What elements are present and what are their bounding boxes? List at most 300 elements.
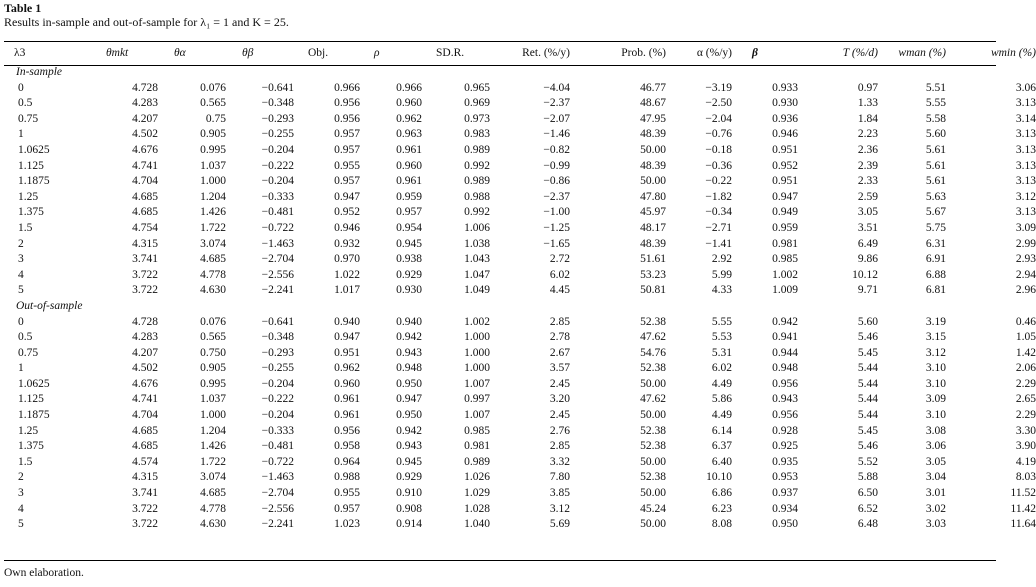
table-cell: 0.940	[396, 315, 422, 328]
table-cell: 0.962	[396, 112, 422, 125]
lambda3-cell: 0.75	[18, 346, 39, 359]
table-cell: 1.426	[200, 440, 226, 453]
table-cell: 1.002	[772, 268, 798, 281]
lambda3-cell: 0.75	[18, 112, 39, 125]
table-cell: 4.778	[200, 268, 226, 281]
table-cell: 52.38	[640, 471, 666, 484]
table-cell: −2.37	[543, 190, 570, 203]
table-cell: 52.38	[640, 440, 666, 453]
table-cell: 3.13	[1015, 175, 1036, 188]
table-cell: 6.31	[925, 237, 946, 250]
table-cell: 3.12	[549, 502, 570, 515]
table-cell: 2.78	[549, 331, 570, 344]
table-cell: 5.63	[925, 190, 946, 203]
table-cell: 5.86	[711, 393, 732, 406]
table-cell: 45.24	[640, 502, 666, 515]
table-cell: 0.950	[396, 377, 422, 390]
table-cell: 5.53	[711, 331, 732, 344]
table-cell: 3.57	[549, 362, 570, 375]
table-row	[4, 237, 1036, 253]
table-cell: −0.18	[705, 143, 732, 156]
table-cell: 1.049	[464, 284, 490, 297]
table-cell: 0.938	[396, 253, 422, 266]
table-cell: 4.502	[132, 128, 158, 141]
table-cell: 4.502	[132, 362, 158, 375]
table-cell: 5.88	[857, 471, 878, 484]
table-cell: 3.741	[132, 253, 158, 266]
table-cell: 51.61	[640, 253, 666, 266]
table-cell: 0.988	[334, 471, 360, 484]
table-cell: 50.00	[640, 175, 666, 188]
table-row	[4, 315, 1036, 331]
table-cell: 1.023	[334, 518, 360, 531]
table-row	[4, 143, 1036, 159]
table-cell: −0.255	[261, 128, 294, 141]
table-cell: 3.13	[1015, 97, 1036, 110]
table-cell: −0.333	[261, 424, 294, 437]
table-cell: 5.46	[857, 331, 878, 344]
table-cell: 0.989	[464, 455, 490, 468]
table-cell: 0.908	[396, 502, 422, 515]
table-cell: −0.34	[705, 206, 732, 219]
table-cell: 0.960	[396, 159, 422, 172]
table-cell: 0.966	[334, 81, 360, 94]
table-cell: 2.36	[857, 143, 878, 156]
table-cell: 0.750	[200, 346, 226, 359]
table-cell: 4.728	[132, 81, 158, 94]
table-row	[4, 330, 1036, 346]
table-cell: 3.90	[1015, 440, 1036, 453]
table-cell: 4.685	[132, 206, 158, 219]
lambda3-cell: 4	[18, 268, 24, 281]
table-cell: 46.77	[640, 81, 666, 94]
table-cell: 6.50	[857, 487, 878, 500]
col-header: Ret. (%/y)	[522, 47, 570, 59]
table-cell: 6.37	[711, 440, 732, 453]
table-cell: 47.80	[640, 190, 666, 203]
table-cell: 0.997	[464, 393, 490, 406]
table-cell: 1.006	[464, 221, 490, 234]
table-cell: 4.630	[200, 518, 226, 531]
table-cell: 6.23	[711, 502, 732, 515]
table-cell: 1.028	[464, 502, 490, 515]
table-cell: 48.17	[640, 221, 666, 234]
table-cell: 48.67	[640, 97, 666, 110]
table-row	[4, 486, 1036, 502]
table-cell: 2.45	[549, 409, 570, 422]
table-cell: 5.44	[857, 362, 878, 375]
table-cell: 0.930	[772, 97, 798, 110]
table-cell: 0.46	[1015, 315, 1036, 328]
table-cell: 0.960	[334, 377, 360, 390]
table-cell: 1.000	[464, 331, 490, 344]
table-cell: 1.047	[464, 268, 490, 281]
table-cell: 4.685	[200, 253, 226, 266]
table-cell: 0.936	[772, 112, 798, 125]
table-cell: −1.25	[543, 221, 570, 234]
table-cell: 0.943	[396, 346, 422, 359]
table-cell: 47.62	[640, 393, 666, 406]
table-cell: 0.962	[334, 362, 360, 375]
lambda3-cell: 1.5	[18, 455, 33, 468]
table-row	[4, 174, 1036, 190]
table-cell: 3.13	[1015, 128, 1036, 141]
table-cell: −3.19	[705, 81, 732, 94]
table-cell: 4.741	[132, 393, 158, 406]
table-cell: 3.15	[925, 331, 946, 344]
table-cell: 0.989	[464, 143, 490, 156]
table-cell: −0.255	[261, 362, 294, 375]
lambda3-cell: 1.125	[18, 393, 44, 406]
table-cell: 5.69	[549, 518, 570, 531]
table-cell: 3.074	[200, 471, 226, 484]
table-row	[4, 159, 1036, 175]
table-cell: 5.61	[925, 175, 946, 188]
table-cell: 5.51	[925, 81, 946, 94]
table-cell: 3.03	[925, 518, 946, 531]
table-row	[4, 112, 1036, 128]
table-cell: 50.00	[640, 377, 666, 390]
table-cell: 3.06	[1015, 81, 1036, 94]
table-cell: 0.950	[396, 409, 422, 422]
table-cell: 0.947	[334, 190, 360, 203]
table-cell: 0.992	[464, 159, 490, 172]
table-cell: 10.10	[706, 471, 732, 484]
table-cell: 2.85	[549, 315, 570, 328]
table-cell: 1.017	[334, 284, 360, 297]
table-cell: 1.05	[1015, 331, 1036, 344]
table-cell: 0.943	[396, 440, 422, 453]
lambda3-cell: 1.125	[18, 159, 44, 172]
table-cell: 3.10	[925, 409, 946, 422]
table-row	[4, 190, 1036, 206]
table-cell: −2.556	[261, 502, 294, 515]
table-cell: 0.956	[334, 112, 360, 125]
table-cell: 0.964	[334, 455, 360, 468]
lambda3-cell: 0.5	[18, 97, 33, 110]
table-cell: −0.481	[261, 440, 294, 453]
table-cell: 3.02	[925, 502, 946, 515]
table-cell: 8.08	[711, 518, 732, 531]
table-cell: 2.94	[1015, 268, 1036, 281]
table-cell: 0.957	[396, 206, 422, 219]
table-cell: 0.961	[396, 175, 422, 188]
table-cell: 8.03	[1015, 471, 1036, 484]
table-cell: −1.463	[261, 471, 294, 484]
table-cell: 0.933	[772, 81, 798, 94]
table-row	[4, 361, 1036, 377]
table-cell: −0.641	[261, 81, 294, 94]
bottom-rule	[4, 560, 996, 561]
col-header: wman (%)	[898, 47, 946, 59]
table-cell: −2.241	[261, 518, 294, 531]
table-cell: 0.957	[334, 128, 360, 141]
table-cell: 1.026	[464, 471, 490, 484]
table-cell: −1.00	[543, 206, 570, 219]
table-cell: 0.956	[334, 97, 360, 110]
lambda3-cell: 0.5	[18, 331, 33, 344]
table-cell: 4.704	[132, 409, 158, 422]
table-row	[4, 268, 1036, 284]
table-cell: 2.29	[1015, 377, 1036, 390]
table-cell: 3.01	[925, 487, 946, 500]
table-row	[4, 424, 1036, 440]
table-cell: 0.953	[772, 471, 798, 484]
lambda3-cell: 1.1875	[18, 175, 50, 188]
section-out-of-sample	[4, 299, 1036, 315]
table-cell: −0.204	[261, 377, 294, 390]
table-cell: 0.956	[772, 377, 798, 390]
table-cell: 0.957	[334, 502, 360, 515]
lambda3-cell: 1.0625	[18, 143, 50, 156]
table-cell: 0.905	[200, 128, 226, 141]
section-label: In-sample	[16, 66, 62, 78]
table-cell: 0.995	[200, 143, 226, 156]
table-cell: 0.951	[772, 143, 798, 156]
table-cell: 1.040	[464, 518, 490, 531]
table-cell: 4.704	[132, 175, 158, 188]
table-cell: 6.14	[711, 424, 732, 437]
table-cell: 4.19	[1015, 455, 1036, 468]
table-cell: 0.985	[772, 253, 798, 266]
table-cell: 4.207	[132, 346, 158, 359]
table-cell: −0.36	[705, 159, 732, 172]
table-cell: 2.29	[1015, 409, 1036, 422]
table-cell: 0.961	[396, 143, 422, 156]
table-cell: 2.85	[549, 440, 570, 453]
table-cell: 2.59	[857, 190, 878, 203]
table-row	[4, 439, 1036, 455]
table-cell: 50.00	[640, 487, 666, 500]
table-cell: 5.31	[711, 346, 732, 359]
lambda3-cell: 3	[18, 253, 24, 266]
table-cell: 4.207	[132, 112, 158, 125]
table-cell: 3.05	[925, 455, 946, 468]
lambda3-cell: 1.5	[18, 221, 33, 234]
table-cell: −0.76	[705, 128, 732, 141]
table-cell: 0.965	[464, 81, 490, 94]
table-cell: 4.685	[200, 487, 226, 500]
table-cell: −4.04	[543, 81, 570, 94]
table-cell: 3.741	[132, 487, 158, 500]
table-cell: 4.685	[132, 424, 158, 437]
table-caption: Results in-sample and out-of-sample for λ₁ = 1 and K = 25.	[4, 15, 289, 29]
table-cell: 0.981	[772, 237, 798, 250]
table-cell: 3.12	[1015, 190, 1036, 203]
table-cell: −0.204	[261, 409, 294, 422]
table-cell: 0.945	[396, 455, 422, 468]
table-cell: 3.10	[925, 377, 946, 390]
table-cell: 0.988	[464, 190, 490, 203]
table-cell: 4.315	[132, 471, 158, 484]
table-cell: 0.932	[334, 237, 360, 250]
table-cell: 0.969	[464, 97, 490, 110]
table-cell: 0.954	[396, 221, 422, 234]
table-cell: 48.39	[640, 128, 666, 141]
table-cell: 0.944	[772, 346, 798, 359]
table-cell: −0.222	[261, 393, 294, 406]
table-cell: 0.929	[396, 471, 422, 484]
table-row	[4, 502, 1036, 518]
lambda3-cell: 2	[18, 237, 24, 250]
table-cell: 5.52	[857, 455, 878, 468]
table-cell: 0.970	[334, 253, 360, 266]
table-cell: 3.722	[132, 284, 158, 297]
table-cell: 50.00	[640, 409, 666, 422]
table-cell: 3.30	[1015, 424, 1036, 437]
table-cell: 1.007	[464, 409, 490, 422]
table-cell: 2.93	[1015, 253, 1036, 266]
col-header: Prob. (%)	[621, 47, 666, 59]
table-cell: 3.14	[1015, 112, 1036, 125]
table-cell: 1.204	[200, 190, 226, 203]
table-cell: 6.88	[925, 268, 946, 281]
table-cell: 52.38	[640, 424, 666, 437]
table-cell: 0.943	[772, 393, 798, 406]
lambda3-cell: 1	[18, 128, 24, 141]
table-cell: 10.12	[852, 268, 878, 281]
table-cell: −0.722	[261, 455, 294, 468]
table-row	[4, 470, 1036, 486]
lambda3-cell: 1.1875	[18, 409, 50, 422]
table-cell: 0.961	[334, 393, 360, 406]
table-cell: 2.96	[1015, 284, 1036, 297]
table-cell: 0.937	[772, 487, 798, 500]
table-cell: 1.000	[200, 175, 226, 188]
table-cell: 48.39	[640, 159, 666, 172]
table-cell: 3.13	[1015, 143, 1036, 156]
table-cell: 0.935	[772, 455, 798, 468]
table-cell: 1.037	[200, 159, 226, 172]
col-header: ρ	[374, 47, 380, 59]
table-cell: 7.80	[549, 471, 570, 484]
table-cell: 5.44	[857, 393, 878, 406]
table-cell: 3.04	[925, 471, 946, 484]
table-cell: 1.722	[200, 455, 226, 468]
table-cell: 4.741	[132, 159, 158, 172]
table-cell: 4.685	[132, 190, 158, 203]
table-cell: 0.947	[772, 190, 798, 203]
table-cell: 0.973	[464, 112, 490, 125]
table-row	[4, 455, 1036, 471]
table-cell: 3.09	[1015, 221, 1036, 234]
table-cell: 3.05	[857, 206, 878, 219]
table-row	[4, 221, 1036, 237]
table-cell: 2.67	[549, 346, 570, 359]
table-cell: 4.676	[132, 143, 158, 156]
table-cell: −0.293	[261, 112, 294, 125]
table-cell: 5.58	[925, 112, 946, 125]
table-cell: 0.963	[396, 128, 422, 141]
table-cell: 0.958	[334, 440, 360, 453]
col-header: β	[752, 47, 758, 59]
table-row	[4, 96, 1036, 112]
table-cell: 3.19	[925, 315, 946, 328]
table-cell: 0.952	[334, 206, 360, 219]
table-row	[4, 127, 1036, 143]
table-footnote: Own elaboration.	[4, 567, 84, 579]
table-cell: 52.38	[640, 362, 666, 375]
table-label: Table 1	[4, 1, 42, 15]
table-cell: 5.55	[925, 97, 946, 110]
table-cell: 54.76	[640, 346, 666, 359]
table-cell: 45.97	[640, 206, 666, 219]
table-cell: 11.64	[1010, 518, 1036, 531]
table-cell: 0.565	[200, 97, 226, 110]
lambda3-cell: 1.375	[18, 206, 44, 219]
table-cell: −2.241	[261, 284, 294, 297]
table-cell: 5.44	[857, 377, 878, 390]
table-cell: 3.51	[857, 221, 878, 234]
table-cell: 47.62	[640, 331, 666, 344]
table-cell: 3.13	[1015, 159, 1036, 172]
table-cell: 0.076	[200, 81, 226, 94]
table-cell: 3.12	[925, 346, 946, 359]
col-header: λ3	[14, 47, 26, 59]
col-header: T (%/d)	[842, 47, 878, 59]
table-cell: 3.08	[925, 424, 946, 437]
table-cell: −0.348	[261, 331, 294, 344]
table-cell: 1.000	[464, 362, 490, 375]
lambda3-cell: 1.375	[18, 440, 44, 453]
table-cell: 0.934	[772, 502, 798, 515]
table-cell: 0.985	[464, 424, 490, 437]
table-cell: 6.49	[857, 237, 878, 250]
table-cell: −1.65	[543, 237, 570, 250]
table-cell: 2.39	[857, 159, 878, 172]
table-cell: 11.52	[1010, 487, 1036, 500]
table-cell: −0.348	[261, 97, 294, 110]
col-header: SD.R.	[436, 47, 465, 59]
table-cell: 1.426	[200, 206, 226, 219]
header-row	[4, 42, 1036, 65]
table-cell: 5.45	[857, 346, 878, 359]
col-header: θα	[174, 47, 186, 59]
table-cell: 0.952	[772, 159, 798, 172]
lambda3-cell: 0	[18, 315, 24, 328]
table-cell: 1.84	[857, 112, 878, 125]
table-cell: −2.37	[543, 97, 570, 110]
table-cell: 5.44	[857, 409, 878, 422]
table-cell: 0.950	[772, 518, 798, 531]
col-header: wmin (%)	[990, 47, 1036, 59]
table-cell: 0.995	[200, 377, 226, 390]
results-table	[4, 42, 1036, 533]
table-cell: 0.957	[334, 175, 360, 188]
col-header: θmkt	[106, 47, 129, 59]
table-cell: −0.99	[543, 159, 570, 172]
table-cell: −0.204	[261, 175, 294, 188]
table-cell: 5.61	[925, 143, 946, 156]
table-cell: −1.46	[543, 128, 570, 141]
table-cell: 4.283	[132, 97, 158, 110]
table-cell: 1.038	[464, 237, 490, 250]
table-cell: 6.48	[857, 518, 878, 531]
table-cell: 0.914	[396, 518, 422, 531]
table-cell: 1.204	[200, 424, 226, 437]
table-cell: 0.942	[396, 424, 422, 437]
table-cell: 6.86	[711, 487, 732, 500]
lambda3-cell: 1.0625	[18, 377, 50, 390]
table-cell: 0.961	[334, 409, 360, 422]
table-cell: 2.33	[857, 175, 878, 188]
table-cell: 5.60	[857, 315, 878, 328]
table-cell: −0.82	[543, 143, 570, 156]
table-cell: 4.49	[711, 409, 732, 422]
table-cell: 6.40	[711, 455, 732, 468]
table-cell: 4.754	[132, 221, 158, 234]
table-cell: 3.13	[1015, 206, 1036, 219]
